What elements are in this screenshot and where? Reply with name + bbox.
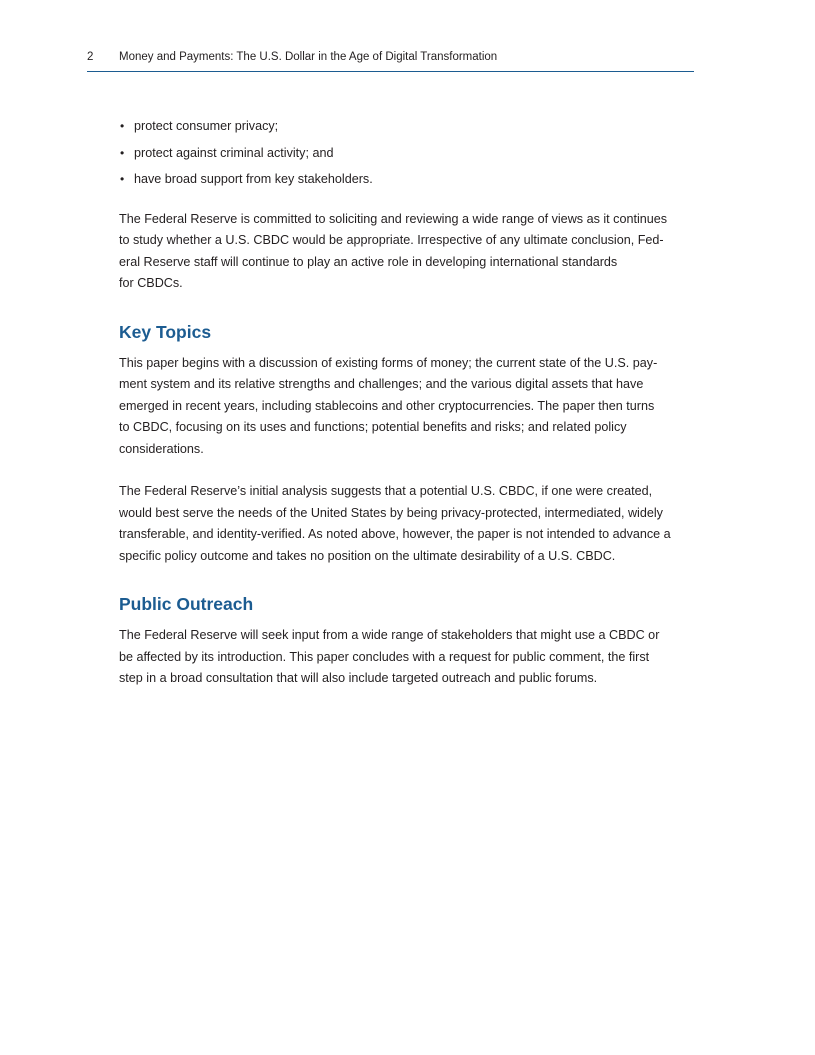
text-line: for CBDCs. <box>119 276 183 290</box>
section-heading-public-outreach: Public Outreach <box>119 594 254 614</box>
bullet-icon: • <box>120 172 125 186</box>
text-line: to study whether a U.S. CBDC would be appropriate. Irrespective of any ultimate conclusion, Fed- <box>119 233 664 247</box>
text-line: be affected by its introduction. This paper concludes with a request for public comment, the first <box>119 649 650 664</box>
text-line: specific policy outcome and takes no position on the ultimate desirability of a U.S. CBDC. <box>119 548 616 563</box>
key-topics-paragraph-1 <box>119 353 695 461</box>
text-line: transferable, and identity-verified. As noted above, however, the paper is not intended to advance a <box>119 527 671 541</box>
list-item <box>119 169 695 191</box>
bullet-list <box>119 116 695 191</box>
bullet-icon: • <box>120 145 125 160</box>
public-outreach-paragraph <box>119 625 695 690</box>
text-line: ment system and its relative strengths and challenges; and the various digital assets that have <box>119 377 644 391</box>
text-line: emerged in recent years, including stablecoins and other cryptocurrencies. The paper then turns <box>119 398 655 413</box>
running-title: Money and Payments: The U.S. Dollar in the Age of Digital Transformation <box>119 51 498 63</box>
bullet-text: protect consumer privacy; <box>134 119 279 133</box>
text-line: step in a broad consultation that will also include targeted outreach and public forums. <box>119 671 598 685</box>
text-line: The Federal Reserve’s initial analysis suggests that a potential U.S. CBDC, if one were created, <box>119 484 653 498</box>
page-header <box>87 49 694 72</box>
list-item <box>119 116 695 138</box>
text-line: eral Reserve staff will continue to play an active role in developing international standards <box>119 254 618 269</box>
key-topics-paragraph-2 <box>119 481 695 567</box>
bullet-icon: • <box>120 119 125 133</box>
bullet-text: protect against criminal activity; and <box>134 145 334 160</box>
intro-paragraph <box>119 209 695 295</box>
text-line: to CBDC, focusing on its uses and functions; potential benefits and risks; and related policy <box>119 420 627 434</box>
text-line: The Federal Reserve is committed to soliciting and reviewing a wide range of views as it continues <box>119 211 668 226</box>
list-item <box>119 143 695 165</box>
text-line: This paper begins with a discussion of existing forms of money; the current state of the U.S. pay- <box>119 355 658 370</box>
text-line: The Federal Reserve will seek input from a wide range of stakeholders that might use a CBDC or <box>119 628 660 642</box>
text-line: would best serve the needs of the United States by being privacy-protected, intermediated, widely <box>119 505 663 520</box>
section-heading-key-topics: Key Topics <box>119 321 212 342</box>
bullet-text: have broad support from key stakeholders. <box>134 172 373 186</box>
body-content <box>119 116 695 690</box>
page-number: 2 <box>87 51 94 63</box>
text-line: considerations. <box>119 441 204 456</box>
